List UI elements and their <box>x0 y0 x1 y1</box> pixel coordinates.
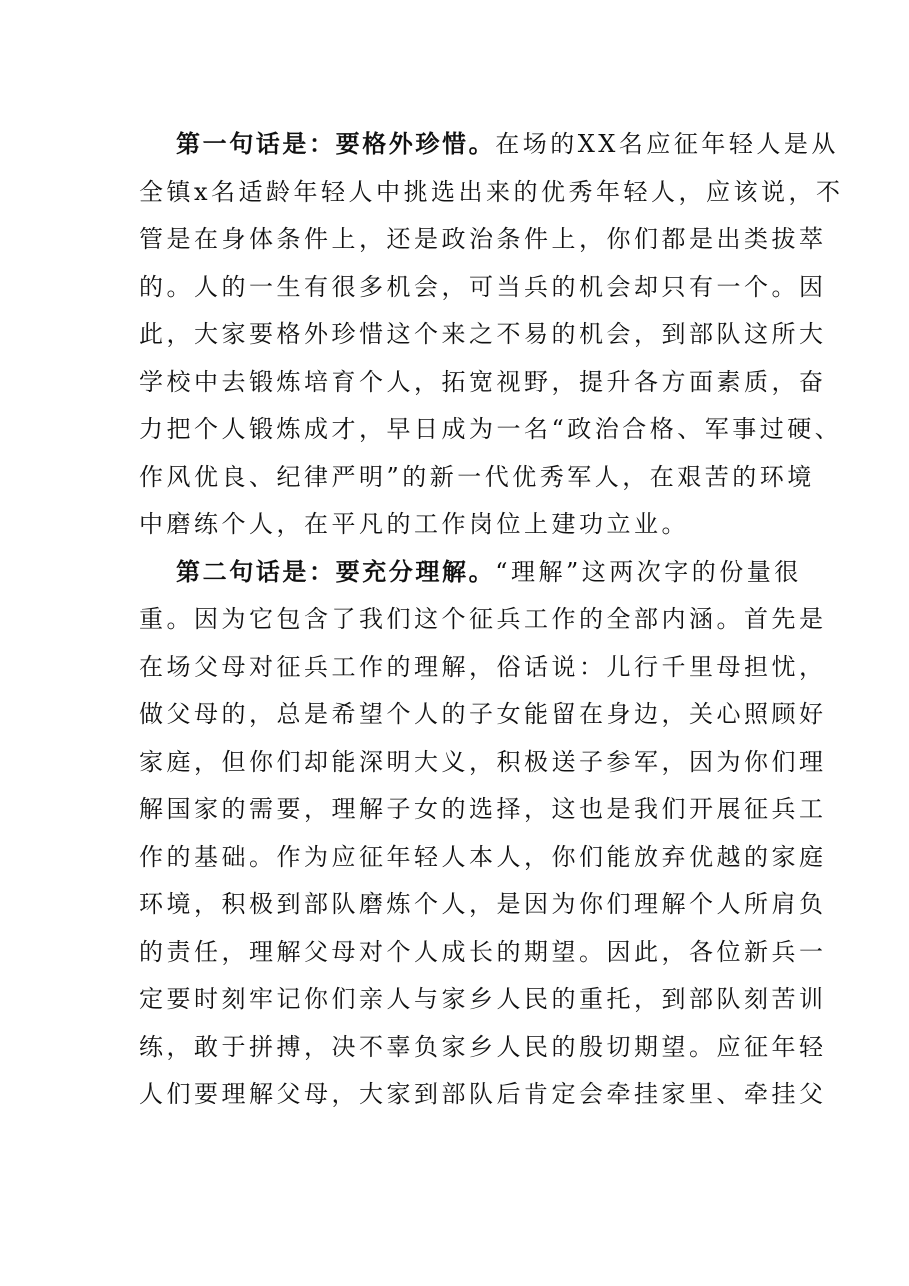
paragraph-2-line-5: 家庭，但你们却能深明大义，积极送子参军，因为你们理 <box>139 748 827 776</box>
paragraph-2-heading: 第二句话是：要充分理解。 <box>176 558 496 586</box>
paragraph-2-line-11: 练，敢于拼搏，决不辜负家乡人民的殷切期望。应征年轻 <box>139 1033 827 1061</box>
paragraph-2-line-10: 定要时刻牢记你们亲人与家乡人民的重托，到部队刻苦训 <box>139 985 827 1013</box>
paragraph-1-line-6: 学校中去锻炼培育个人，拓宽视野，提升各方面素质，奋 <box>139 368 827 396</box>
paragraph-2-line-9: 的责任，理解父母对个人成长的期望。因此，各位新兵一 <box>139 938 827 966</box>
paragraph-2-line-7: 作的基础。作为应征年轻人本人，你们能放弃优越的家庭 <box>139 843 827 871</box>
paragraph-1-line-2: 全镇x名适龄年轻人中挑选出来的优秀年轻人，应该说，不 <box>139 178 844 206</box>
paragraph-2-line-4: 做父母的，总是希望个人的子女能留在身边，关心照顾好 <box>139 700 827 728</box>
paragraph-1-line-4: 的。人的一生有很多机会，可当兵的机会却只有一个。因 <box>139 273 827 301</box>
paragraph-2-line-12: 人们要理解父母，大家到部队后肯定会牵挂家里、牵挂父 <box>139 1080 827 1108</box>
paragraph-1-line-5: 此，大家要格外珍惜这个来之不易的机会，到部队这所大 <box>139 320 827 348</box>
paragraph-1-line-9: 中磨练个人，在平凡的工作岗位上建功立业。 <box>139 510 689 538</box>
paragraph-2-line-2: 重。因为它包含了我们这个征兵工作的全部内涵。首先是 <box>139 605 827 633</box>
paragraph-1-heading: 第一句话是：要格外珍惜。 <box>176 130 496 158</box>
paragraph-2-text: “理解”这两次字的份量很 <box>495 558 802 586</box>
paragraph-2-line-3: 在场父母对征兵工作的理解，俗话说：儿行千里母担忧， <box>139 653 827 681</box>
paragraph-2-line-1 <box>176 552 802 592</box>
paragraph-2-line-6: 解国家的需要，理解子女的选择，这也是我们开展征兵工 <box>139 795 827 823</box>
paragraph-1-line-3: 管是在身体条件上，还是政治条件上，你们都是出类拔萃 <box>139 225 827 253</box>
paragraph-1-line-1 <box>176 124 839 164</box>
paragraph-1-text: 在场的XX名应征年轻人是从 <box>495 130 839 158</box>
paragraph-2-line-8: 环境，积极到部队磨炼个人，是因为你们理解个人所肩负 <box>139 890 827 918</box>
paragraph-1-line-8: 作风优良、纪律严明”的新一代优秀军人，在艰苦的环境 <box>139 463 815 491</box>
paragraph-1-line-7: 力把个人锻炼成才，早日成为一名“政治合格、军事过硬、 <box>139 415 843 443</box>
